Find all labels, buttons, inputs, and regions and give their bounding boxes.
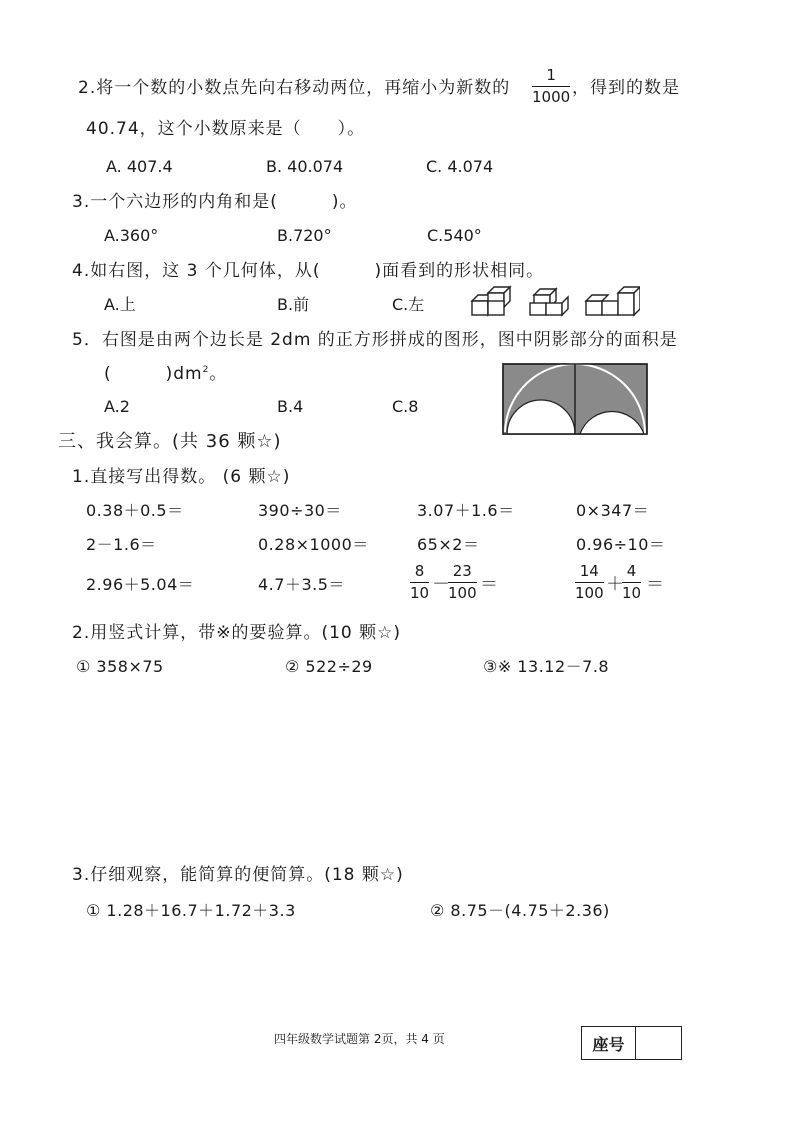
q2-fraction [532,68,570,105]
fraction-4-10 [622,564,641,601]
q5-answer-suffix: 。 [209,364,228,384]
fraction-8-10 [410,564,429,601]
fraction-14-100-numerator: 14 [575,564,604,583]
fraction-14-100-denominator: 100 [575,584,604,602]
q2-option-b: B. 40.074 [266,157,344,176]
q5-option-c: C.8 [392,397,419,416]
simplify-calc-2: ② 8.75－(4.75＋2.36) [430,901,610,920]
q2-text-part1: 2.将一个数的小数点先向右移动两位，再缩小为新数的 [78,78,511,98]
q2-option-c: C. 4.074 [426,157,494,176]
calc-1-4: 0×347＝ [576,501,650,520]
calc-2-3: 65×2＝ [417,535,480,554]
fraction-23-100-denominator: 100 [448,584,477,602]
calc-1-3: 3.07＋1.6＝ [417,501,515,520]
q4-option-a: A.上 [104,295,136,314]
q5-unit-superscript: 2 [202,365,210,375]
q3-text: 3.一个六边形的内角和是( )。 [72,192,358,212]
plus-sign: ＋ [606,574,624,595]
q5-option-a: A.2 [104,397,130,416]
minus-sign: － [432,574,450,595]
fraction-14-100 [575,564,604,601]
part1-title: 1.直接写出得数。 (6 颗☆) [72,467,291,487]
geometric-solids-figure [470,285,640,319]
page-footer: 四年级数学试题第 2页，共 4 页 [274,1032,445,1046]
q5-option-b: B.4 [277,397,304,416]
fraction-23-100 [448,564,477,601]
part2-title: 2.用竖式计算，带※的要验算。(10 颗☆) [72,623,402,643]
q3-option-b: B.720° [277,226,332,245]
equals-sign-2: ＝ [646,574,664,595]
seat-number-box [581,1026,682,1060]
q3-option-a: A.360° [104,226,159,245]
q2-text-line2: 40.74，这个小数原来是（ ）。 [86,119,366,139]
fraction-4-10-numerator: 4 [622,564,641,583]
calc-1-1: 0.38＋0.5＝ [86,501,184,520]
section3-heading: 三、我会算。(共 36 颗☆) [58,431,282,452]
calc-3-1: 2.96＋5.04＝ [86,575,195,594]
vertical-calc-1: ① 358×75 [76,657,164,676]
calc-2-2: 0.28×1000＝ [258,535,369,554]
fraction-4-10-denominator: 10 [622,584,642,602]
q2-text-part2: ，得到的数是 [572,78,680,98]
q5-text: 5．右图是由两个边长是 2dm 的正方形拼成的图形，图中阴影部分的面积是 [72,330,678,350]
q3-option-c: C.540° [427,226,482,245]
fraction-23-100-numerator: 23 [448,564,477,583]
calc-2-1: 2－1.6＝ [86,535,157,554]
vertical-calc-3: ③※ 13.12－7.8 [483,657,610,676]
calc-1-2: 390÷30＝ [258,501,342,520]
q4-option-c: C.左 [392,295,425,314]
q4-option-b: B.前 [277,295,310,314]
simplify-calc-1: ① 1.28＋16.7＋1.72＋3.3 [86,901,296,920]
calc-2-4: 0.96÷10＝ [576,535,666,554]
q2-fraction-denominator: 1000 [532,88,571,106]
vertical-calc-2: ② 522÷29 [285,657,373,676]
fraction-8-10-denominator: 10 [410,584,430,602]
q4-text: 4.如右图，这 3 个几何体，从( )面看到的形状相同。 [72,261,545,281]
fraction-8-10-numerator: 8 [410,564,429,583]
seat-number-label: 座号 [582,1027,636,1059]
q2-option-a: A. 407.4 [106,157,173,176]
equals-sign-1: ＝ [480,574,498,595]
q2-fraction-numerator: 1 [532,68,570,87]
q5-answer-prefix: ( )dm [104,364,203,384]
shaded-squares-figure [502,363,648,435]
seat-number-field[interactable] [636,1027,681,1059]
calc-3-2: 4.7＋3.5＝ [258,575,345,594]
part3-title: 3.仔细观察，能简算的便简算。(18 颗☆) [72,865,404,885]
q5-answer-blank [104,366,227,383]
